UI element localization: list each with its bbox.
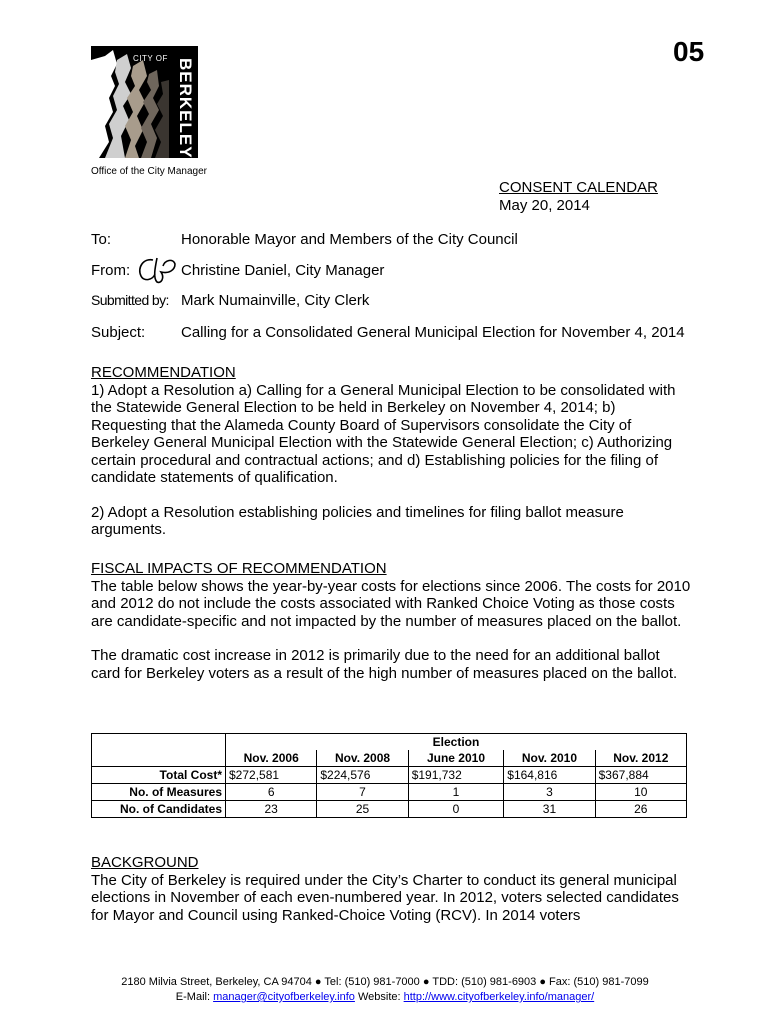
fiscal-section xyxy=(91,560,691,682)
city-logo xyxy=(91,46,198,158)
table-cell: 25 xyxy=(317,801,408,818)
table-cell: $367,884 xyxy=(595,767,686,784)
table-row xyxy=(92,784,687,801)
table-cell: 10 xyxy=(595,784,686,801)
table-corner-2 xyxy=(92,750,226,767)
consent-calendar-label: CONSENT CALENDAR xyxy=(499,179,658,196)
fiscal-para-2: The dramatic cost increase in 2012 is primarily due to the need for an additional ballot card for Berkeley voters as a result of the high number of measures placed on the ballot. xyxy=(91,647,678,682)
recommendation-heading: RECOMMENDATION xyxy=(91,364,236,381)
table-col-header: Nov. 2012 xyxy=(595,750,686,767)
memo-submitted-value: Mark Numainville, City Clerk xyxy=(181,292,370,309)
consent-date: May 20, 2014 xyxy=(499,197,590,214)
memo-submitted-label: Submitted by: xyxy=(91,292,169,308)
memo-subject xyxy=(91,324,685,341)
table-col-header: Nov. 2006 xyxy=(226,750,317,767)
table-cell: 23 xyxy=(226,801,317,818)
memo-from xyxy=(91,262,385,279)
footer-website-label: Website: xyxy=(357,991,401,1003)
table-cell: 3 xyxy=(504,784,595,801)
table-row-label: Total Cost* xyxy=(92,767,226,784)
table-cell: 0 xyxy=(408,801,504,818)
table-cell: $272,581 xyxy=(226,767,317,784)
logo-berkeley: BERKELEY xyxy=(176,58,195,159)
recommendation-para-1: 1) Adopt a Resolution a) Calling for a General Municipal Election to be consolidated with the Statewide General Election to be held in Berkeley on November 4, 2014; b) Requesting that the Alameda County Board of Supervisors consolidate the City of Berkeley General Municipal Election with the Statewide General Election; c) Authorizing certain procedural and contractual actions; and d) Establishing policies for the filing of candidate statements of qualification. xyxy=(91,381,676,486)
table-cell: $224,576 xyxy=(317,767,408,784)
table-cell: 7 xyxy=(317,784,408,801)
table-cell: 31 xyxy=(504,801,595,818)
page-number: 05 xyxy=(673,36,705,67)
signature-initials xyxy=(135,254,179,286)
table-col-header: June 2010 xyxy=(408,750,504,767)
footer-website-link[interactable]: http://www.cityofberkeley.info/manager/ xyxy=(403,991,595,1003)
background-heading: BACKGROUND xyxy=(91,854,199,871)
table-row-label: No. of Candidates xyxy=(92,801,226,818)
table-cell: $164,816 xyxy=(504,767,595,784)
table-group-row xyxy=(92,734,687,751)
footer xyxy=(0,975,770,1005)
footer-contact xyxy=(0,990,770,1005)
fiscal-para-1: The table below shows the year-by-year costs for elections since 2006. The costs for 2010 and 2012 do not include the costs associated with Ranked Choice Voting as those costs are candidate-specific and not impacted by the number of measures placed on the ballot. xyxy=(91,577,691,630)
table-corner xyxy=(92,734,226,751)
consent-block xyxy=(499,179,658,215)
table-header-row xyxy=(92,750,687,767)
memo-to-value: Honorable Mayor and Members of the City Council xyxy=(181,231,518,248)
table-cell: 6 xyxy=(226,784,317,801)
logo-city-of: CITY OF xyxy=(133,54,168,63)
table-cell: $191,732 xyxy=(408,767,504,784)
table-col-header: Nov. 2008 xyxy=(317,750,408,767)
table-group-header: Election xyxy=(226,734,687,751)
footer-email-link[interactable]: manager@cityofberkeley.info xyxy=(213,991,355,1003)
table-row xyxy=(92,767,687,784)
table-cell: 1 xyxy=(408,784,504,801)
office-label: Office of the City Manager xyxy=(91,166,207,177)
memo-to-label: To: xyxy=(91,231,112,248)
memo-from-label: From: xyxy=(91,262,131,279)
background-section xyxy=(91,854,691,924)
fiscal-heading: FISCAL IMPACTS OF RECOMMENDATION xyxy=(91,560,387,577)
recommendation-para-2: 2) Adopt a Resolution establishing policies and timelines for filing ballot measure arguments. xyxy=(91,503,624,538)
recommendation-section xyxy=(91,364,691,539)
table-row xyxy=(92,801,687,818)
memo-submitted xyxy=(91,292,370,309)
footer-address: 2180 Milvia Street, Berkeley, CA 94704 ● Tel: (510) 981-7000 ● TDD: (510) 981-6903 ● Fax: (510) 981-7099 xyxy=(121,976,649,988)
table-col-header: Nov. 2010 xyxy=(504,750,595,767)
election-cost-table xyxy=(91,733,687,818)
table-row-label: No. of Measures xyxy=(92,784,226,801)
memo-subject-label: Subject: xyxy=(91,324,146,341)
footer-email-label: E-Mail: xyxy=(175,991,211,1003)
table-cell: 26 xyxy=(595,801,686,818)
memo-to xyxy=(91,231,518,248)
memo-subject-value: Calling for a Consolidated General Municipal Election for November 4, 2014 xyxy=(181,324,685,341)
memo-from-value: Christine Daniel, City Manager xyxy=(181,262,385,279)
background-para-1: The City of Berkeley is required under the City’s Charter to conduct its general municipal elections in November of each even-numbered year. In 2012, voters selected candidates for Mayor and Council using Ranked-Choice Voting (RCV). In 2014 voters xyxy=(91,871,679,924)
